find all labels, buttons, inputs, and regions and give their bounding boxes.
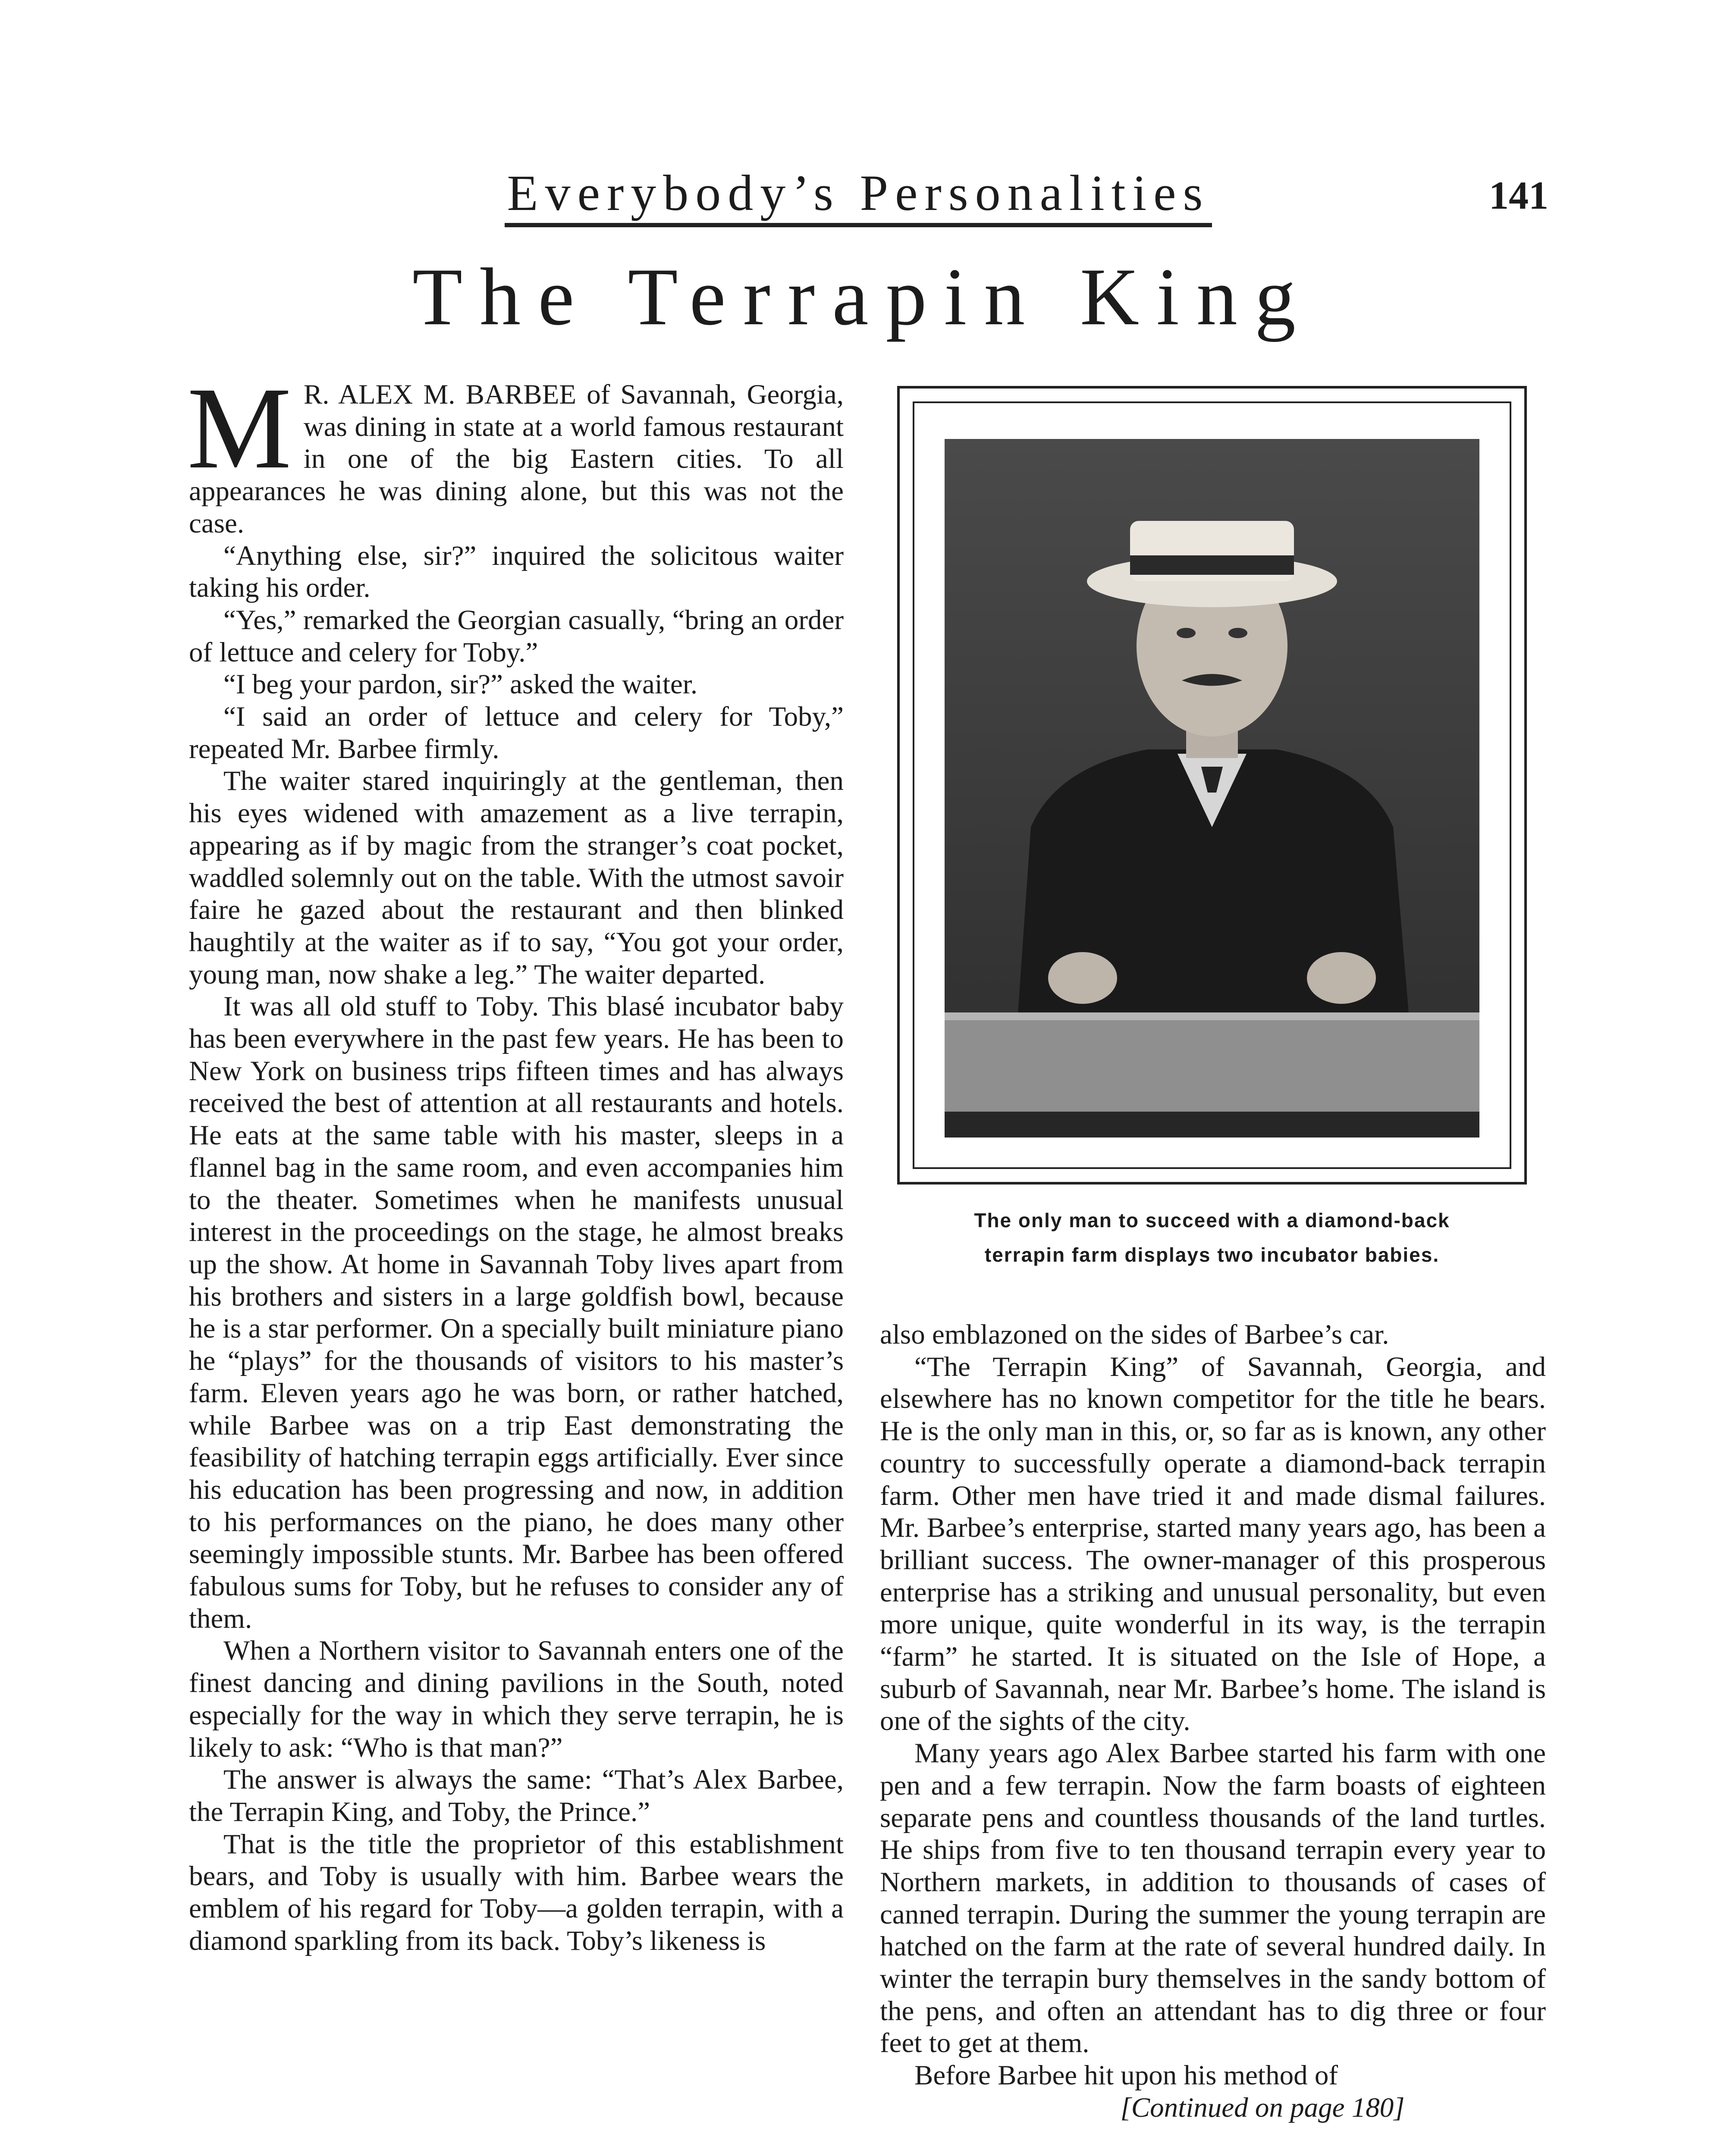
paragraph-8: When a Northern visitor to Savannah enters one of the finest dancing and dining pavilions in the South, noted especially for the way in which they serve terrapin, he is likely to ask: “Who is that man?” <box>189 1635 844 1763</box>
paragraph-11: also emblazoned on the sides of Barbee’s car. <box>880 1319 1389 1350</box>
paragraph-7: It was all old stuff to Toby. This blasé incubator baby has been everywhere in the past few years. He has been to New York on business trips fifteen times and has always received the best of attention at all restaurants and hotels. He eats at the same table with his master, sleeps in a flannel bag in the same room, and even accompanies him to the theater. Sometimes when he manifests unusual interest in the proceedings on the stage, he almost breaks up the show. At home in Savannah Toby lives apart from his brothers and sisters in a large goldfish bowl, because he is a star performer. On a specially built miniature piano he “plays” for the thousands of visitors to his master’s farm. Eleven years ago he was born, or rather hatched, while Barbee was on a trip East demonstrating the feasibility of hatching terrapin eggs artificially. Ever since his education has been progressing and now, in addition to his performances on the piano, he does many other seemingly impossible stunts. Mr. Barbee has been offered fabulous sums for Toby, but he refuses to consider any of them. <box>189 991 844 1634</box>
drop-cap: M <box>187 363 292 493</box>
continued-note-text: [Continued on page 180] <box>1120 2092 1405 2123</box>
paragraph-10: That is the title the proprietor of this establishment bears, and Toby is usually with him. Barbee wears the emblem of his regard for Toby—a golden terrapin, with a diamond sparkling from its back. Toby’s likeness is <box>189 1828 844 1956</box>
paragraph-1 <box>187 363 844 540</box>
left-column <box>187 363 844 1957</box>
paragraph-1-text: R. ALEX M. BARBEE of Savannah, Georgia, was dining in state at a world famous restaurant in one of the big Eastern cities. To all appearances he was dining alone, but this was not the case. <box>189 379 844 539</box>
paragraph-6: The waiter stared inquiringly at the gentleman, then his eyes widened with amazement as a live terrapin, appearing as if by magic from the stranger’s coat pocket, waddled solemnly out on the table. With the utmost savoir faire he gazed about the restaurant and then blinked haughtily at the waiter as if to say, “You got your order, young man, now shake a leg.” The waiter departed. <box>189 765 844 990</box>
portrait-illustration <box>945 439 1479 1138</box>
paragraph-2: “Anything else, sir?” inquired the solicitous waiter taking his order. <box>189 540 844 604</box>
continued-note <box>880 2092 1546 2124</box>
paragraph-4: “I beg your pardon, sir?” asked the waiter. <box>223 669 698 700</box>
paragraph-13: Many years ago Alex Barbee started his farm with one pen and a few terrapin. Now the farm boasts of eighteen separate pens and countless thousands of the land turtles. He ships from five to ten thousand terrapin every year to Northern markets, in addition to thousands of cases of canned terrapin. During the summer the young terrapin are hatched on the farm at the rate of several hundred daily. In winter the terrapin bury themselves in the sandy bottom of the pens, and often an attendant has to dig three or four feet to get at them. <box>880 1738 1546 2059</box>
photo-caption-line-1: The only man to succeed with a diamond-back <box>974 1209 1450 1232</box>
page-number: 141 <box>1489 173 1548 217</box>
right-column <box>880 1319 1546 2124</box>
paragraph-5: “I said an order of lettuce and celery for Toby,” repeated Mr. Barbee firmly. <box>189 701 844 765</box>
paragraph-9: The answer is always the same: “That’s Alex Barbee, the Terrapin King, and Toby, the Prince.” <box>189 1764 844 1827</box>
section-rule <box>505 223 1212 227</box>
paragraph-3: “Yes,” remarked the Georgian casually, “bring an order of lettuce and celery for Toby.” <box>189 604 844 668</box>
article-title: The Terrapin King <box>412 252 1313 342</box>
paragraph-14: Before Barbee hit upon his method of <box>914 2060 1338 2091</box>
paragraph-12: “The Terrapin King” of Savannah, Georgia, and elsewhere has no known competitor for the title he bears. He is the only man in this, or, so far as is known, any other country to successfully operate a diamond-back terrapin farm. Other men have tried it and made dismal failures. Mr. Barbee’s enterprise, started many years ago, has been a brilliant success. The owner-manager of this prosperous enterprise has a striking and unusual personality, but even more unique, quite wonderful in its way, is the terrapin “farm” he started. It is situated on the Isle of Hope, a suburb of Savannah, near Mr. Barbee’s home. The island is one of the sights of the city. <box>880 1351 1546 1737</box>
photo-caption <box>897 1203 1527 1272</box>
portrait-photo <box>945 439 1479 1138</box>
section-title: Everybody’s Personalities <box>507 165 1210 221</box>
photo-caption-line-2: terrapin farm displays two incubator babies. <box>984 1244 1440 1266</box>
